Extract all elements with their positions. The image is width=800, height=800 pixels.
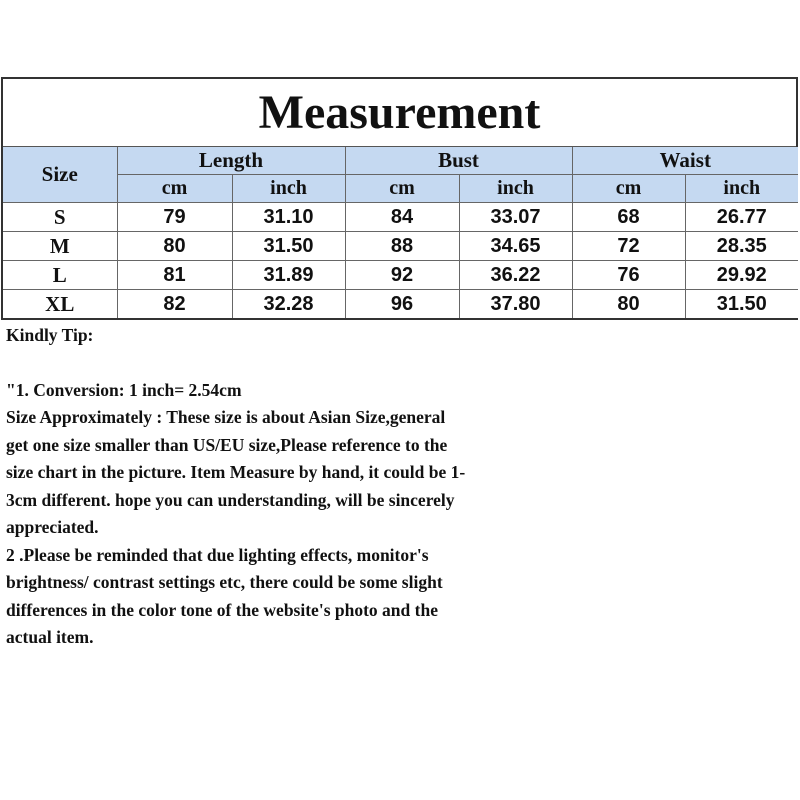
unit-header: cm bbox=[117, 175, 232, 203]
note-line: brightness/ contrast settings etc, there could be some slight bbox=[6, 572, 443, 592]
group-header-bust: Bust bbox=[345, 147, 572, 175]
value-cell: 31.50 bbox=[232, 232, 345, 261]
chart-title: Measurement bbox=[3, 79, 796, 147]
table-row bbox=[3, 290, 798, 319]
value-cell: 92 bbox=[345, 261, 459, 290]
table-row bbox=[3, 203, 798, 232]
size-cell: M bbox=[3, 232, 117, 261]
value-cell: 32.28 bbox=[232, 290, 345, 319]
value-cell: 96 bbox=[345, 290, 459, 319]
tip-label: Kindly Tip: bbox=[6, 325, 94, 345]
size-table bbox=[3, 147, 798, 318]
value-cell: 31.10 bbox=[232, 203, 345, 232]
value-cell: 81 bbox=[117, 261, 232, 290]
header-row-groups bbox=[3, 147, 798, 175]
size-chart bbox=[1, 77, 798, 320]
table-row bbox=[3, 261, 798, 290]
note-line: 2 .Please be reminded that due lighting effects, monitor's bbox=[6, 544, 429, 565]
note-line: actual item. bbox=[6, 627, 94, 647]
unit-header: cm bbox=[572, 175, 685, 203]
size-cell: S bbox=[3, 203, 117, 232]
size-cell: L bbox=[3, 261, 117, 290]
table-row bbox=[3, 232, 798, 261]
value-cell: 37.80 bbox=[459, 290, 572, 319]
note-line: appreciated. bbox=[6, 517, 99, 537]
size-column-header: Size bbox=[3, 147, 117, 203]
value-cell: 26.77 bbox=[685, 203, 798, 232]
value-cell: 31.50 bbox=[685, 290, 798, 319]
note-line: differences in the color tone of the website's photo and the bbox=[6, 599, 438, 620]
group-header-length: Length bbox=[117, 147, 345, 175]
value-cell: 82 bbox=[117, 290, 232, 319]
value-cell: 79 bbox=[117, 203, 232, 232]
unit-header: inch bbox=[232, 175, 345, 203]
value-cell: 80 bbox=[572, 290, 685, 319]
unit-header: cm bbox=[345, 175, 459, 203]
value-cell: 33.07 bbox=[459, 203, 572, 232]
unit-header: inch bbox=[459, 175, 572, 203]
size-cell: XL bbox=[3, 290, 117, 319]
value-cell: 76 bbox=[572, 261, 685, 290]
header-row-units bbox=[3, 175, 798, 203]
note-line: Size Approximately : These size is about Asian Size,general bbox=[6, 407, 446, 427]
value-cell: 80 bbox=[117, 232, 232, 261]
note-line: get one size smaller than US/EU size,Please reference to the bbox=[6, 434, 448, 455]
value-cell: 68 bbox=[572, 203, 685, 232]
value-cell: 28.35 bbox=[685, 232, 798, 261]
value-cell: 88 bbox=[345, 232, 459, 261]
note-line: size chart in the picture. Item Measure by hand, it could be 1- bbox=[6, 462, 466, 482]
value-cell: 29.92 bbox=[685, 261, 798, 290]
value-cell: 36.22 bbox=[459, 261, 572, 290]
unit-header: inch bbox=[685, 175, 798, 203]
note-line: "1. Conversion: 1 inch= 2.54cm bbox=[6, 379, 242, 400]
value-cell: 84 bbox=[345, 203, 459, 232]
size-notes bbox=[6, 322, 566, 652]
value-cell: 34.65 bbox=[459, 232, 572, 261]
note-line: 3cm different. hope you can understanding, will be sincerely bbox=[6, 489, 455, 510]
value-cell: 72 bbox=[572, 232, 685, 261]
value-cell: 31.89 bbox=[232, 261, 345, 290]
group-header-waist: Waist bbox=[572, 147, 798, 175]
